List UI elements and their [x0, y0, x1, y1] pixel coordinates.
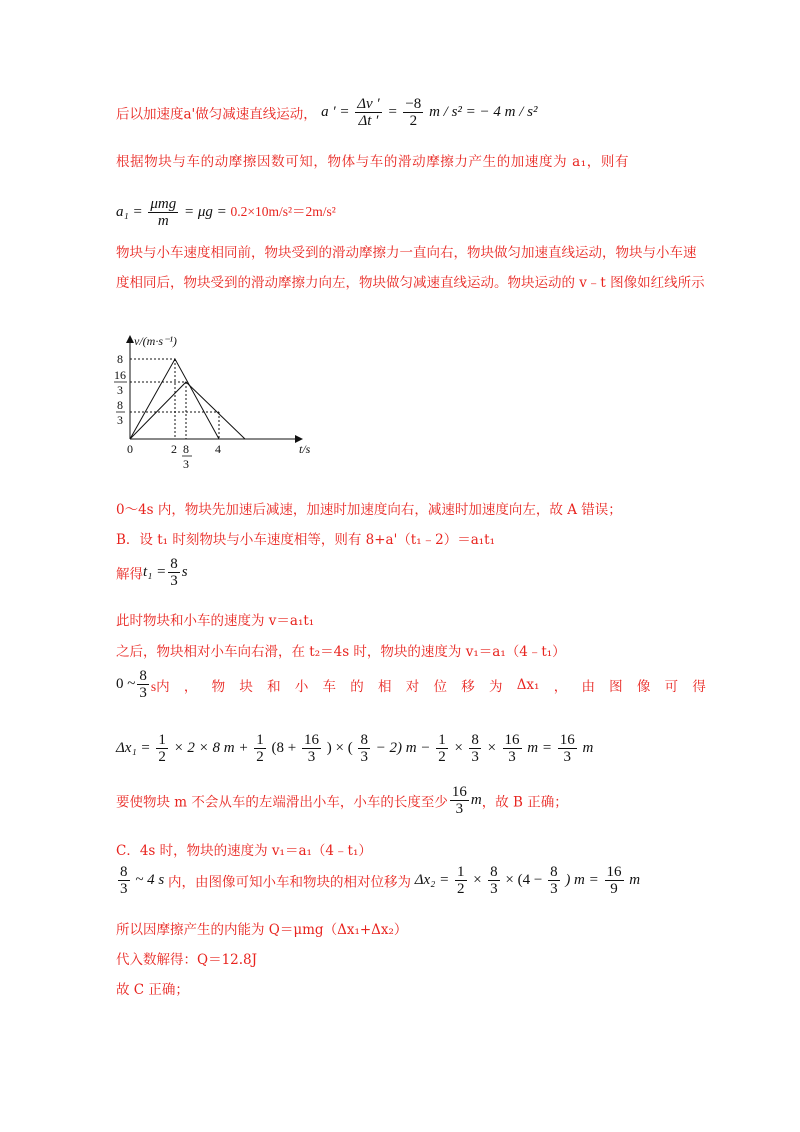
range-0-8-3	[116, 668, 170, 701]
y-tick-8: 8	[117, 352, 123, 366]
line-6	[116, 528, 495, 548]
eq-a1-value: 0.2×10m/s²＝2m/s²	[230, 203, 336, 219]
frac-num: 1	[457, 864, 465, 880]
frac-den: 2	[158, 749, 166, 765]
eq-frac	[156, 732, 168, 765]
line-16	[116, 948, 257, 968]
eq-part: m =	[527, 739, 552, 756]
vt-graph	[112, 332, 322, 472]
word: 的	[350, 678, 364, 695]
x-tick-0: 0	[127, 442, 133, 456]
eq-part: Δx₂ =	[414, 871, 450, 888]
eq-part: − 2) m −	[375, 739, 431, 756]
eq-frac	[455, 864, 467, 897]
eq-t1-frac	[168, 556, 180, 589]
eq-frac	[358, 732, 370, 765]
eq-a-prime-frac2	[403, 96, 423, 129]
frac-den: 3	[455, 801, 464, 817]
word: 小	[294, 678, 309, 695]
frac-den: 3	[307, 749, 316, 765]
eq-a1-lhs: a₁ =	[116, 203, 143, 220]
word: 物	[211, 678, 226, 695]
word: 对	[405, 678, 420, 695]
line-8	[116, 609, 314, 629]
word: 移	[461, 678, 475, 695]
eq-part: ×	[453, 739, 464, 756]
line-5-text: 0～4s 内，物块先加速后减速，加速时加速度向右，减速时加速度向左，故 A 错误；	[116, 502, 622, 518]
frac-den: 2	[409, 113, 418, 129]
eq-t1	[143, 556, 188, 589]
frac-num: −8	[405, 96, 422, 112]
frac-num: 1	[158, 732, 166, 748]
eq-part: m	[629, 871, 641, 888]
word: 和	[267, 678, 281, 695]
line-3	[116, 196, 336, 229]
range-frac	[137, 668, 149, 701]
eq-length	[448, 784, 482, 817]
eq-part: ) m =	[565, 871, 599, 888]
frac-num: 8	[471, 732, 479, 748]
word: 相	[378, 678, 392, 695]
range-start: 0 ~	[116, 676, 136, 692]
x-tick-8-den: 3	[183, 457, 189, 471]
frac-num: 16	[559, 732, 575, 748]
frac-num: 8	[139, 668, 147, 684]
eq-dx1	[116, 732, 594, 765]
frac-den: m	[157, 213, 169, 229]
x-tick-4: 4	[215, 442, 221, 456]
word: Δx₁	[516, 676, 540, 693]
paragraph-1-text: 物块与小车速度相同前，物块受到的滑动摩擦力一直向右，物块做匀加速直线运动，物块与小车速度相同后，物块受到的滑动摩擦力向左，物块做匀减速直线运动。物块运动的 v﹣t 图像如红线所示	[116, 245, 705, 291]
eq-dx2	[116, 864, 168, 897]
frac-den: 2	[457, 881, 465, 897]
eq-frac	[302, 732, 321, 765]
frac-num: 16	[303, 732, 319, 748]
line-14-text: 内，由图像可知小车和物块的相对位移为	[167, 874, 411, 891]
line-7-text: 解得	[116, 566, 143, 583]
range-unit: s内	[150, 678, 170, 694]
line-8-text: 此时物块和小车的速度为 v＝a₁t₁	[116, 613, 315, 629]
block-velocity-line	[130, 382, 245, 439]
eq-frac	[548, 864, 560, 897]
frac-num: 8	[120, 864, 128, 880]
eq-part: m	[582, 739, 594, 756]
frac-den: 3	[471, 749, 479, 765]
word: ，	[553, 678, 568, 695]
frac-den: 3	[508, 749, 516, 765]
word: 为	[488, 678, 503, 695]
frac-den: 3	[120, 881, 128, 897]
eq-a1-frac	[148, 196, 178, 229]
line-1	[116, 96, 537, 129]
line-2-text: 根据物块与车的动摩擦因数可知，物体与车的滑动摩擦力产生的加速度为 a₁，则有	[116, 154, 630, 170]
line-17-text: 故 C 正确；	[116, 982, 189, 998]
eq-part: Δx₁ =	[116, 739, 151, 756]
eq-t1-lhs: t₁ =	[143, 563, 167, 580]
eq-frac	[503, 732, 522, 765]
line-14	[116, 864, 640, 897]
line-5	[116, 498, 622, 518]
line-1-text: 后以加速度a'做匀减速直线运动，	[116, 106, 317, 123]
line-2	[116, 150, 629, 170]
word: ，	[183, 678, 198, 695]
word: 像	[636, 678, 651, 695]
frac-num: 8	[490, 864, 498, 880]
line-12-tail: ，故 B 正确；	[481, 794, 568, 811]
frac-den: 3	[550, 881, 558, 897]
eq-frac	[118, 864, 130, 897]
line-12-text: 要使物块 m 不会从车的左端滑出小车，小车的长度至少	[116, 794, 448, 811]
word: 车	[322, 678, 337, 695]
eq-a-prime-eq: =	[387, 103, 398, 120]
line-13-text: C．4s 时，物块的速度为 v₁＝a₁（4﹣t₁）	[116, 843, 372, 859]
frac-num: 16	[451, 784, 467, 800]
eq-a-prime-lhs: a ′ =	[321, 103, 350, 120]
paragraph-1	[116, 238, 706, 298]
eq-a1	[116, 196, 231, 229]
line-6-text: B．设 t₁ 时刻物块与小车速度相等，则有 8+a'（t₁﹣2）＝a₁t₁	[116, 532, 496, 548]
y-tick-16-num: 16	[114, 368, 126, 382]
eq-a1-mid: = μg =	[183, 203, 227, 220]
eq-frac	[254, 732, 266, 765]
line-16-text: 代入数解得：Q＝12.8J	[116, 952, 258, 968]
frac-num: Δv ′	[357, 96, 380, 112]
eq-part: ~ 4 s	[135, 871, 165, 888]
eq-part: × 2 × 8 m +	[173, 739, 249, 756]
x-tick-2: 2	[171, 442, 177, 456]
eq-length-unit: m	[470, 791, 482, 808]
line-11	[116, 732, 593, 765]
eq-a-prime-tail: m / s² = − 4 m / s²	[429, 103, 538, 120]
eq-frac	[558, 732, 577, 765]
y-tick-8b-num: 8	[117, 398, 123, 412]
eq-frac	[488, 864, 500, 897]
frac-den: 3	[139, 685, 147, 701]
eq-part: ×	[486, 739, 497, 756]
frac-den: 2	[438, 749, 446, 765]
eq-part: (8 +	[271, 739, 297, 756]
frac-den: Δt ′	[358, 113, 379, 129]
word: 块	[239, 678, 253, 695]
word: 得	[692, 678, 706, 695]
frac-den: 3	[490, 881, 498, 897]
frac-den: 3	[563, 749, 571, 765]
eq-length-frac	[450, 784, 469, 817]
frac-num: 1	[438, 732, 446, 748]
eq-frac	[469, 732, 481, 765]
y-tick-8b-den: 3	[117, 413, 123, 427]
frac-den: 3	[170, 573, 178, 589]
frac-den: 3	[360, 749, 368, 765]
frac-num: 8	[550, 864, 558, 880]
line-9-text: 之后，物块相对小车向右滑，在 t₂＝4s 时，物块的速度为 v₁＝a₁（4﹣t₁）	[116, 644, 566, 660]
line-17	[116, 978, 189, 998]
eq-a-prime-frac1	[355, 96, 382, 129]
line-9	[116, 640, 566, 660]
line-12	[116, 784, 568, 817]
eq-part: ×	[472, 871, 483, 888]
eq-dx2-rhs	[411, 864, 641, 897]
word: 图	[609, 678, 623, 695]
frac-num: 1	[256, 732, 264, 748]
frac-num: μmg	[150, 196, 177, 212]
eq-frac	[605, 864, 624, 897]
x-tick-8-num: 8	[183, 442, 189, 456]
frac-num: 8	[170, 556, 178, 572]
y-tick-16-den: 3	[117, 383, 123, 397]
eq-t1-unit: s	[181, 563, 188, 580]
frac-num: 16	[504, 732, 520, 748]
eq-frac	[436, 732, 448, 765]
line-10	[116, 668, 706, 701]
line-7	[116, 556, 188, 589]
line-15	[116, 918, 407, 938]
line-13	[116, 839, 372, 859]
eq-part: ) × (	[326, 739, 353, 756]
word: 可	[664, 678, 679, 695]
y-axis-label: v/(m·s⁻¹)	[134, 334, 177, 348]
line-15-text: 所以因摩擦产生的内能为 Q＝μmg（Δx₁+Δx₂）	[116, 922, 408, 938]
frac-num: 8	[360, 732, 368, 748]
word: 由	[581, 678, 595, 695]
frac-den: 9	[610, 881, 618, 897]
eq-part: × (4 −	[505, 871, 543, 888]
word: 位	[433, 678, 447, 695]
frac-den: 2	[256, 749, 264, 765]
x-axis-label: t/s	[299, 442, 311, 456]
frac-num: 16	[606, 864, 622, 880]
